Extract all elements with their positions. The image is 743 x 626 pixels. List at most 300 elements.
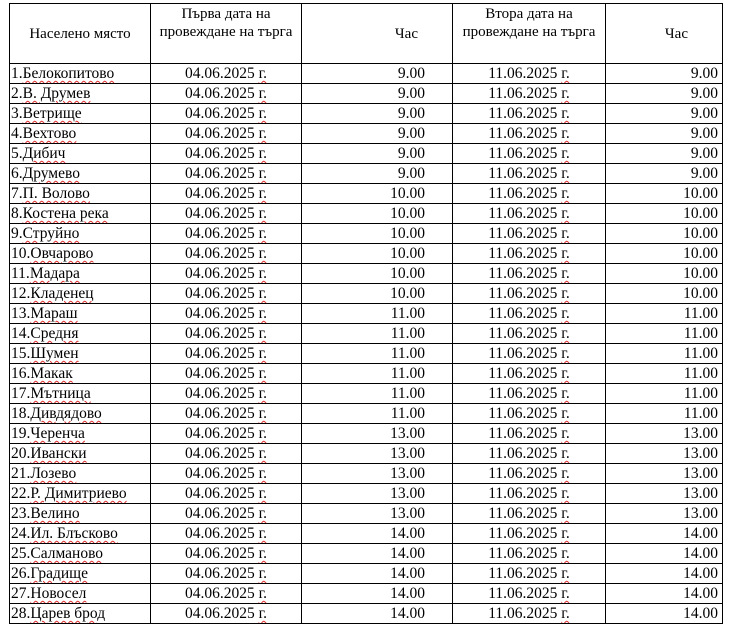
cell-hour-2: 13.00 [606,504,723,524]
year-suffix: г. [561,585,570,602]
cell-second-date [453,524,606,544]
cell-hour-1: 11.00 [302,384,453,404]
place-name: Черенча [30,425,85,442]
cell-second-date [453,124,606,144]
cell-hour-2: 13.00 [606,484,723,504]
second-date: 11.06.2025 [488,385,558,402]
year-suffix: г. [561,565,570,582]
table-row [10,424,723,444]
cell-hour-2: 9.00 [606,164,723,184]
row-number: 24. [11,525,31,542]
row-number: 23. [11,505,31,522]
cell-second-date [453,304,606,324]
cell-hour-2: 10.00 [606,284,723,304]
first-date: 04.06.2025 [184,305,255,322]
table-row [10,104,723,124]
cell-place [10,504,151,524]
year-suffix: г. [561,425,570,442]
cell-first-date [151,364,302,384]
second-date: 11.06.2025 [488,445,558,462]
table-row [10,444,723,464]
first-date: 04.06.2025 [184,185,255,202]
header-place: Населено място [10,4,151,64]
second-date: 11.06.2025 [488,465,558,482]
first-date: 04.06.2025 [184,405,255,422]
cell-first-date [151,464,302,484]
cell-first-date [151,104,302,124]
year-suffix: г. [258,305,268,322]
table-row [10,64,723,84]
row-number: 18. [11,405,31,422]
second-date: 11.06.2025 [488,185,558,202]
place-name: Градище [30,565,88,582]
cell-first-date [151,124,302,144]
year-suffix: г. [258,265,268,282]
place-name: Мараш [30,305,78,322]
second-date: 11.06.2025 [488,145,558,162]
first-date: 04.06.2025 [184,365,255,382]
row-number: 11. [11,265,30,282]
cell-place [10,144,151,164]
second-date: 11.06.2025 [488,345,558,362]
year-suffix: г. [561,225,570,242]
cell-hour-2: 14.00 [606,564,723,584]
cell-hour-1: 10.00 [302,204,453,224]
cell-hour-1: 11.00 [302,304,453,324]
cell-place [10,304,151,324]
cell-second-date [453,144,606,164]
cell-first-date [151,504,302,524]
cell-hour-2: 10.00 [606,264,723,284]
place-name: Макак [30,365,73,382]
cell-first-date [151,144,302,164]
cell-first-date [151,184,302,204]
cell-hour-1: 9.00 [302,84,453,104]
first-date: 04.06.2025 [184,325,255,342]
first-date: 04.06.2025 [184,585,255,602]
year-suffix: г. [561,185,570,202]
cell-hour-2: 13.00 [606,424,723,444]
place-name: Ил. Блъсково [30,525,118,542]
second-date: 11.06.2025 [488,525,558,542]
cell-first-date [151,64,302,84]
second-date: 11.06.2025 [488,305,558,322]
second-date: 11.06.2025 [488,225,558,242]
table-row [10,284,723,304]
cell-second-date [453,504,606,524]
place-name: Шумен [30,345,79,362]
cell-hour-1: 14.00 [302,544,453,564]
year-suffix: г. [561,485,570,502]
cell-first-date [151,204,302,224]
place-name: Р. Димитриево [30,485,127,502]
first-date: 04.06.2025 [184,425,255,442]
year-suffix: г. [258,525,268,542]
year-suffix: г. [561,265,570,282]
cell-second-date [453,404,606,424]
row-number: 28. [11,605,31,622]
year-suffix: г. [561,125,570,142]
auction-schedule-table [9,3,723,624]
cell-place [10,164,151,184]
header-hour-2: Час [606,4,723,64]
first-date: 04.06.2025 [184,165,255,182]
year-suffix: г. [258,605,268,622]
cell-place [10,64,151,84]
place-name: Ветрище [22,105,82,122]
second-date: 11.06.2025 [488,165,558,182]
place-name: Средня [30,325,79,342]
cell-second-date [453,244,606,264]
cell-first-date [151,324,302,344]
row-number: 25. [11,545,31,562]
cell-place [10,584,151,604]
year-suffix: г. [561,385,570,402]
table-row [10,584,723,604]
table-row [10,204,723,224]
year-suffix: г. [258,385,268,402]
cell-second-date [453,264,606,284]
year-suffix: г. [258,185,268,202]
year-suffix: г. [561,205,570,222]
cell-first-date [151,224,302,244]
cell-hour-2: 9.00 [606,104,723,124]
cell-place [10,384,151,404]
second-date: 11.06.2025 [488,125,558,142]
place-name: Струйно [22,225,80,242]
year-suffix: г. [561,505,570,522]
year-suffix: г. [258,425,268,442]
cell-place [10,544,151,564]
table-row [10,544,723,564]
cell-second-date [453,444,606,464]
year-suffix: г. [258,565,268,582]
cell-hour-1: 13.00 [302,464,453,484]
cell-hour-1: 13.00 [302,424,453,444]
year-suffix: г. [258,145,268,162]
cell-hour-1: 10.00 [302,184,453,204]
cell-place [10,124,151,144]
cell-hour-1: 11.00 [302,404,453,424]
cell-place [10,484,151,504]
cell-hour-1: 13.00 [302,444,453,464]
cell-first-date [151,584,302,604]
first-date: 04.06.2025 [184,505,255,522]
cell-hour-1: 14.00 [302,604,453,624]
year-suffix: г. [561,445,570,462]
row-number: 21. [11,465,31,482]
year-suffix: г. [258,65,268,82]
table-row [10,144,723,164]
first-date: 04.06.2025 [184,605,255,622]
cell-place [10,404,151,424]
cell-second-date [453,324,606,344]
year-suffix: г. [561,165,570,182]
second-date: 11.06.2025 [488,365,558,382]
place-name: Лозево [30,465,77,482]
place-name: П. Волово [22,185,90,202]
cell-hour-2: 9.00 [606,84,723,104]
year-suffix: г. [258,85,268,102]
cell-second-date [453,464,606,484]
cell-place [10,224,151,244]
cell-hour-1: 13.00 [302,504,453,524]
cell-first-date [151,604,302,624]
header-hour-1: Час [302,4,453,64]
cell-first-date [151,244,302,264]
first-date: 04.06.2025 [184,545,255,562]
row-number: 1. [11,65,23,82]
cell-hour-1: 9.00 [302,64,453,84]
cell-second-date [453,424,606,444]
year-suffix: г. [561,85,570,102]
cell-hour-1: 11.00 [302,324,453,344]
cell-first-date [151,484,302,504]
first-date: 04.06.2025 [184,85,255,102]
cell-hour-1: 11.00 [302,344,453,364]
cell-first-date [151,304,302,324]
cell-first-date [151,384,302,404]
place-name: Костена река [22,205,109,222]
cell-hour-1: 9.00 [302,124,453,144]
year-suffix: г. [258,585,268,602]
first-date: 04.06.2025 [184,145,255,162]
row-number: 8. [11,205,23,222]
table-row [10,164,723,184]
year-suffix: г. [258,485,268,502]
row-number: 6. [11,165,23,182]
cell-hour-2: 11.00 [606,384,723,404]
year-suffix: г. [258,325,268,342]
table-row [10,324,723,344]
cell-first-date [151,404,302,424]
year-suffix: г. [258,125,268,142]
place-name: Вехтово [22,125,77,142]
table-row [10,484,723,504]
table-body [10,64,723,624]
first-date: 04.06.2025 [184,485,255,502]
year-suffix: г. [258,445,268,462]
year-suffix: г. [258,365,268,382]
year-suffix: г. [561,145,570,162]
cell-second-date [453,104,606,124]
first-date: 04.06.2025 [184,65,255,82]
place-name: Ивански [30,445,87,462]
table-row [10,504,723,524]
first-date: 04.06.2025 [184,225,255,242]
table-row [10,244,723,264]
cell-second-date [453,284,606,304]
row-number: 20. [11,445,31,462]
cell-hour-2: 14.00 [606,584,723,604]
table-row [10,84,723,104]
cell-second-date [453,364,606,384]
cell-place [10,524,151,544]
second-date: 11.06.2025 [488,105,558,122]
place-name: Дивдядово [30,405,102,422]
first-date: 04.06.2025 [184,105,255,122]
cell-place [10,444,151,464]
row-number: 26. [11,565,31,582]
year-suffix: г. [561,345,570,362]
cell-hour-2: 14.00 [606,524,723,544]
place-name: Друмево [22,165,80,182]
second-date: 11.06.2025 [488,505,558,522]
cell-hour-1: 10.00 [302,264,453,284]
table-row [10,344,723,364]
cell-first-date [151,564,302,584]
year-suffix: г. [258,545,268,562]
row-number: 13. [11,305,31,322]
row-number: 12. [11,285,31,302]
table-row [10,404,723,424]
first-date: 04.06.2025 [184,205,255,222]
cell-second-date [453,184,606,204]
second-date: 11.06.2025 [488,245,558,262]
cell-place [10,84,151,104]
cell-hour-2: 9.00 [606,124,723,144]
cell-first-date [151,284,302,304]
year-suffix: г. [258,345,268,362]
table-row [10,604,723,624]
cell-first-date [151,84,302,104]
cell-second-date [453,164,606,184]
second-date: 11.06.2025 [488,425,558,442]
cell-first-date [151,444,302,464]
row-number: 5. [11,145,23,162]
cell-second-date [453,344,606,364]
cell-place [10,344,151,364]
cell-second-date [453,544,606,564]
year-suffix: г. [561,305,570,322]
year-suffix: г. [561,545,570,562]
place-name: Царев брод [30,605,106,622]
cell-place [10,284,151,304]
cell-second-date [453,604,606,624]
cell-hour-2: 14.00 [606,544,723,564]
cell-place [10,564,151,584]
cell-place [10,424,151,444]
place-name: В. Друмев [22,85,91,102]
place-name: Белокопитово [22,65,115,82]
row-number: 3. [11,105,23,122]
second-date: 11.06.2025 [488,585,558,602]
table-row [10,364,723,384]
year-suffix: г. [258,165,268,182]
place-name: Мадара [29,265,80,282]
cell-second-date [453,224,606,244]
second-date: 11.06.2025 [488,205,558,222]
row-number: 15. [11,345,31,362]
cell-hour-2: 10.00 [606,224,723,244]
cell-hour-1: 10.00 [302,284,453,304]
cell-hour-2: 13.00 [606,444,723,464]
year-suffix: г. [258,285,268,302]
first-date: 04.06.2025 [184,245,255,262]
second-date: 11.06.2025 [488,605,558,622]
row-number: 4. [11,125,23,142]
cell-first-date [151,424,302,444]
cell-place [10,184,151,204]
cell-second-date [453,564,606,584]
year-suffix: г. [258,245,268,262]
first-date: 04.06.2025 [184,345,255,362]
second-date: 11.06.2025 [488,325,558,342]
first-date: 04.06.2025 [184,285,255,302]
cell-place [10,104,151,124]
cell-hour-2: 13.00 [606,464,723,484]
cell-place [10,364,151,384]
table-row [10,464,723,484]
first-date: 04.06.2025 [184,445,255,462]
second-date: 11.06.2025 [488,285,558,302]
cell-second-date [453,484,606,504]
cell-hour-2: 11.00 [606,324,723,344]
cell-hour-2: 9.00 [606,64,723,84]
year-suffix: г. [561,405,570,422]
second-date: 11.06.2025 [488,265,558,282]
table-row [10,124,723,144]
cell-hour-1: 11.00 [302,364,453,384]
cell-hour-1: 14.00 [302,584,453,604]
row-number: 17. [11,385,31,402]
cell-place [10,324,151,344]
cell-hour-2: 10.00 [606,184,723,204]
year-suffix: г. [561,285,570,302]
row-number: 10. [11,245,31,262]
cell-first-date [151,264,302,284]
cell-hour-2: 14.00 [606,604,723,624]
header-row [10,4,723,64]
year-suffix: г. [561,365,570,382]
place-name: Мътница [30,385,91,402]
table-row [10,564,723,584]
header-first-date-text: Първа дата на провеждане на търга [159,6,293,40]
first-date: 04.06.2025 [184,565,255,582]
cell-hour-2: 10.00 [606,244,723,264]
year-suffix: г. [258,225,268,242]
year-suffix: г. [561,325,570,342]
cell-second-date [453,384,606,404]
cell-hour-2: 11.00 [606,344,723,364]
place-name: Овчарово [30,245,94,262]
cell-place [10,244,151,264]
cell-first-date [151,164,302,184]
cell-hour-1: 10.00 [302,244,453,264]
row-number: 16. [11,365,31,382]
table-row [10,384,723,404]
header-first-date [151,4,302,64]
cell-first-date [151,544,302,564]
first-date: 04.06.2025 [184,265,255,282]
year-suffix: г. [561,525,570,542]
table-row [10,264,723,284]
cell-hour-1: 9.00 [302,164,453,184]
row-number: 9. [11,225,23,242]
cell-first-date [151,524,302,544]
cell-place [10,604,151,624]
place-name: Кладенец [30,285,94,302]
row-number: 19. [11,425,31,442]
year-suffix: г. [561,245,570,262]
table-row [10,524,723,544]
cell-place [10,204,151,224]
first-date: 04.06.2025 [184,125,255,142]
cell-hour-2: 9.00 [606,144,723,164]
table-row [10,184,723,204]
second-date: 11.06.2025 [488,65,558,82]
year-suffix: г. [561,605,570,622]
